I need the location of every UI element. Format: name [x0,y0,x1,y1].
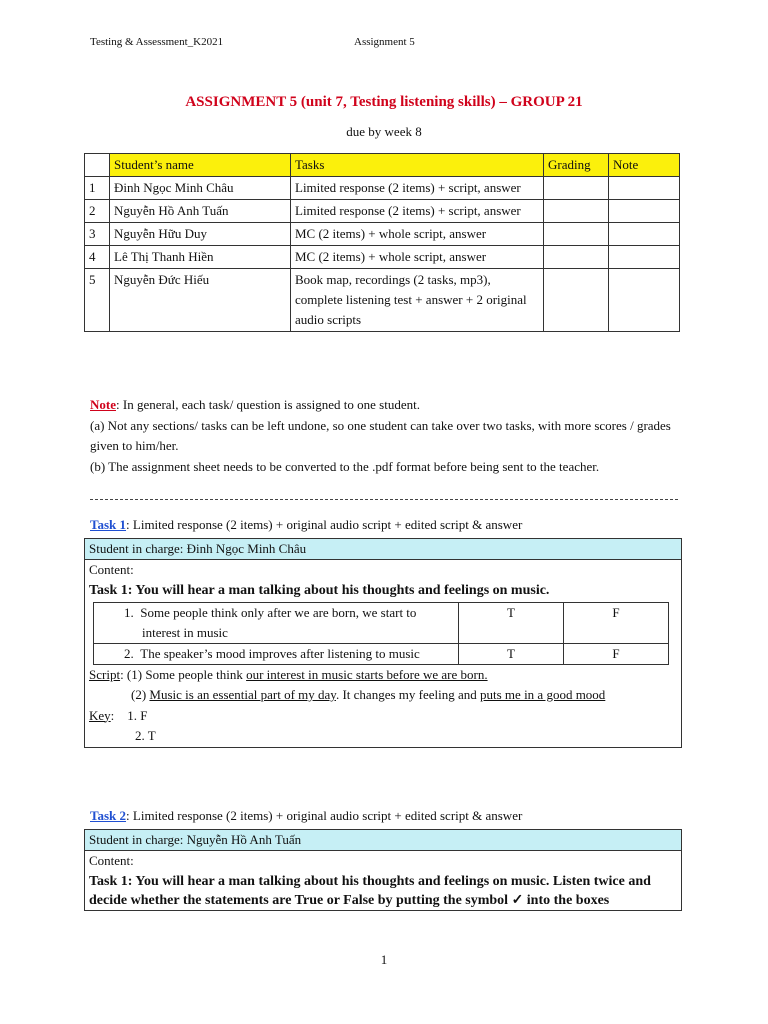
table-row [94,602,669,643]
note-a: (a) Not any sections/ tasks can be left undone, so one student can take over two tasks, with more scores / grades given to him/her. [90,417,671,453]
task2-incharge: Student in charge: Nguyễn Hồ Anh Tuấn [85,830,681,851]
table-row [85,200,680,223]
item-statement [94,602,459,643]
row-note [609,200,680,223]
header-no [85,154,110,177]
row-no: 2 [85,200,110,223]
row-task: MC (2 items) + whole script, answer [291,246,544,269]
row-no: 4 [85,246,110,269]
task1-content [85,560,681,747]
false-box[interactable]: F [564,602,669,643]
task1-desc: : Limited response (2 items) + original audio script + edited script & answer [126,517,523,532]
row-name: Nguyễn Đức Hiếu [110,269,291,332]
row-name: Nguyễn Hồ Anh Tuấn [110,200,291,223]
row-grading [544,200,609,223]
note-section [90,395,690,477]
key-line-2: 2. T [135,728,156,743]
script2-underlined-2: puts me in a good mood [480,687,606,702]
true-box[interactable]: T [459,602,564,643]
script1-pre: : (1) Some people think [120,666,247,682]
table-row [85,177,680,200]
row-task: Book map, recordings (2 tasks, mp3), complete listening test + answer + 2 original audio scripts [291,269,544,332]
script2-pre: (2) [131,687,150,702]
note-label: Note [90,397,116,412]
row-grading [544,223,609,246]
row-note [609,177,680,200]
key1: : 1. F [110,707,148,723]
page-number: 1 [380,952,388,967]
row-task: MC (2 items) + whole script, answer [291,223,544,246]
task2-content-label: Content: [89,853,134,868]
table-row [85,246,680,269]
row-name: Nguyễn Hữu Duy [110,223,291,246]
task1-line [90,517,522,533]
row-name: Đinh Ngọc Minh Châu [110,177,291,200]
table-row [94,643,669,664]
row-grading [544,269,609,332]
roster-table [84,153,680,332]
row-note [609,223,680,246]
row-task: Limited response (2 items) + script, answer [291,200,544,223]
task1-content-label: Content: [89,562,134,577]
row-note [609,246,680,269]
row-grading [544,246,609,269]
row-no: 1 [85,177,110,200]
true-box[interactable]: T [459,643,564,664]
task1-box [84,538,682,748]
table-row [85,269,680,332]
row-name: Lê Thị Thanh Hiền [110,246,291,269]
script2-mid: . It changes my feeling and [335,687,481,702]
key-line-1 [89,706,677,727]
note-b: (b) The assignment sheet needs to be converted to the .pdf format before being sent to the teacher. [90,458,600,474]
table-row [85,223,680,246]
script2-underlined-1: Music is an essential part of my day [149,687,336,702]
row-note [609,269,680,332]
task2-link[interactable]: Task 2 [90,808,127,823]
task1-items-table [93,602,669,665]
header-grading: Grading [544,154,609,177]
false-box[interactable]: F [564,643,669,664]
header-name: Student’s name [110,154,291,177]
header-course: Testing & Assessment_K2021 [90,36,224,48]
roster-header-row [85,154,680,177]
script1-underlined: our interest in music starts before we are born. [246,666,488,682]
script-line-1 [89,665,677,686]
key-label: Key [89,707,111,723]
header-assignment: Assignment 5 [354,36,415,48]
row-task: Limited response (2 items) + script, answer [291,177,544,200]
row-no: 5 [85,269,110,332]
document-title: ASSIGNMENT 5 (unit 7, Testing listening skills) – GROUP 21 [185,94,583,110]
due-date: due by week 8 [346,124,422,139]
task2-heading: Task 1: You will hear a man talking about his thoughts and feelings on music. Listen twice and decide whether the statements are True or False by putting the symbol ✓ into the boxes [89,873,651,908]
task2-line [90,808,522,824]
header-tasks: Tasks [291,154,544,177]
task2-desc: : Limited response (2 items) + original audio script + edited script & answer [126,808,523,823]
note-intro [90,395,690,416]
script-line-2 [89,685,677,706]
header-note: Note [609,154,680,177]
task1-heading: Task 1: You will hear a man talking about his thoughts and feelings on music. [89,582,550,598]
item-text: 1. Some people think only after we are born, we start to interest in music [124,604,417,640]
script-label: Script [89,666,121,682]
note-intro-text: : In general, each task/ question is assigned to one student. [116,397,420,412]
task2-box [84,829,682,911]
row-no: 3 [85,223,110,246]
row-grading [544,177,609,200]
task1-link[interactable]: Task 1 [90,517,127,532]
task1-incharge: Student in charge: Đinh Ngọc Minh Châu [85,539,681,560]
item-text: 2. The speaker’s mood improves after listening to music [124,645,420,661]
task2-content [85,851,681,910]
dashed-divider [90,499,678,500]
item-statement [94,643,459,664]
